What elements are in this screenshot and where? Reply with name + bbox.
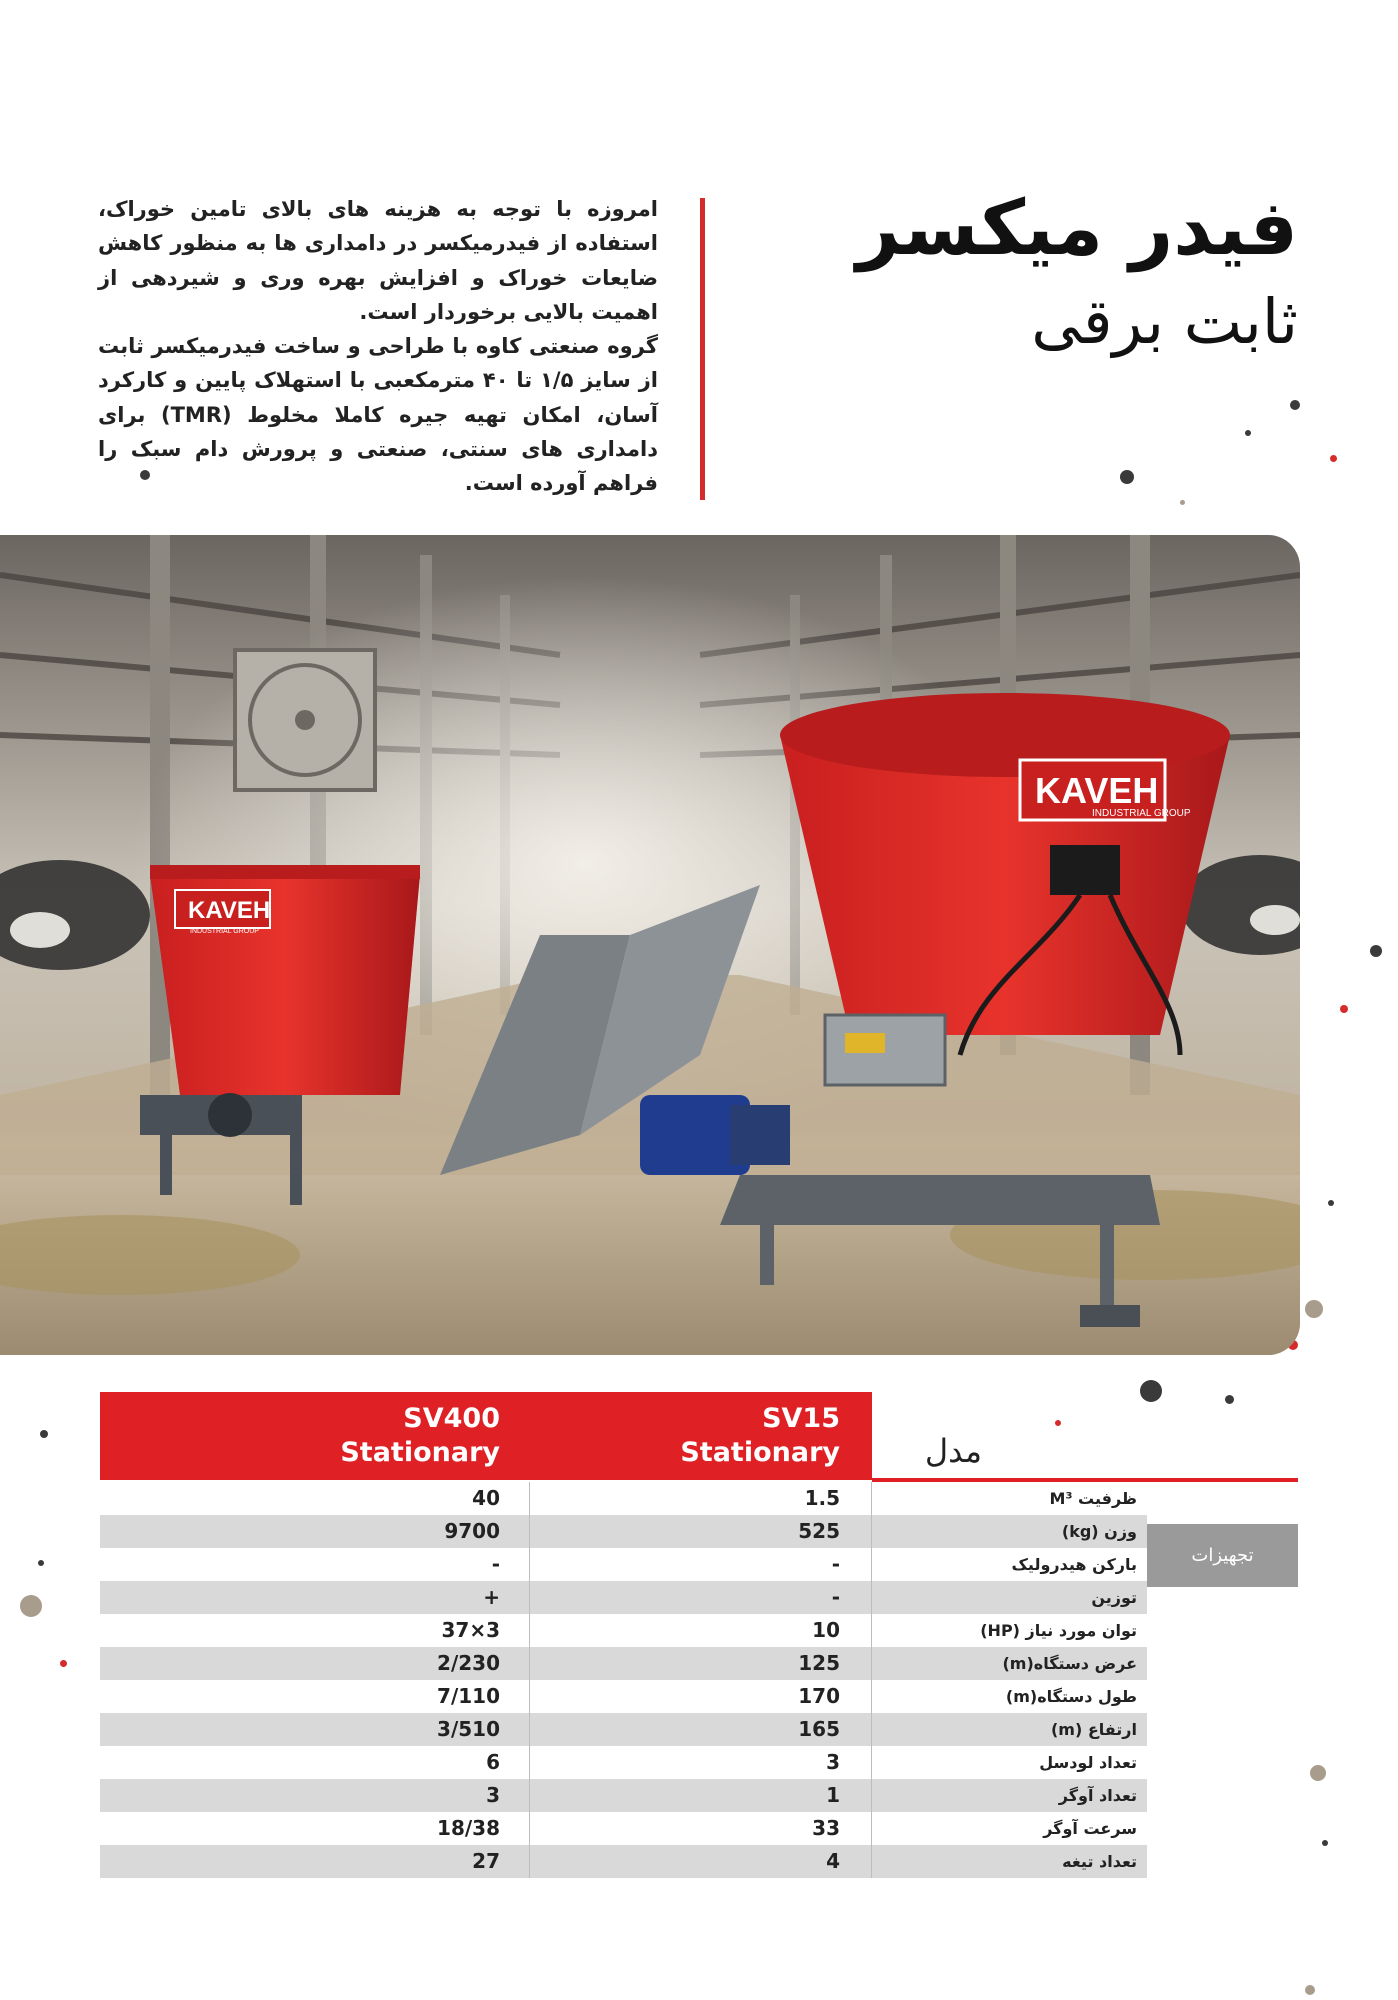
cell-sv400: 7/110 bbox=[437, 1684, 500, 1708]
table-row bbox=[100, 1581, 1147, 1614]
cell-sv400: 6 bbox=[486, 1750, 500, 1774]
row-label: وزن (kg) bbox=[1061, 1522, 1137, 1541]
cell-sv400: 18/38 bbox=[437, 1816, 500, 1840]
intro-paragraph-1: امروزه با توجه به هزینه های بالای تامین خوراک، استفاده از فیدرمیکسر در دامداری ها به منظور کاهش ضایعات خوراک و افزایش بهره وری و شیردهی از اهمیت بالایی برخوردار است. bbox=[98, 197, 658, 324]
row-label: سرعت آوگر bbox=[1043, 1819, 1137, 1838]
cell-sv15: 4 bbox=[826, 1849, 840, 1873]
row-label: طول دستگاه(m) bbox=[1005, 1687, 1137, 1706]
cell-sv400: 2/230 bbox=[437, 1651, 500, 1675]
cell-sv15: 525 bbox=[798, 1519, 840, 1543]
row-label: توزین bbox=[1091, 1588, 1137, 1607]
table-row bbox=[100, 1812, 1147, 1845]
row-label: بارکن هیدرولیک bbox=[1011, 1555, 1137, 1574]
table-row bbox=[100, 1713, 1147, 1746]
title-block bbox=[718, 183, 1298, 358]
cell-sv400: 27 bbox=[472, 1849, 500, 1873]
table-row bbox=[100, 1647, 1147, 1680]
table-row bbox=[100, 1548, 1147, 1581]
equipment-tab: تجهیزات bbox=[1147, 1524, 1298, 1587]
cell-sv15: 1.5 bbox=[804, 1486, 840, 1510]
fan-icon bbox=[235, 650, 375, 790]
table-row bbox=[100, 1515, 1147, 1548]
model-header-sv400: SV400 Stationary bbox=[340, 1403, 500, 1468]
brand-logo-small: KAVEH bbox=[188, 897, 271, 924]
table-row bbox=[100, 1614, 1147, 1647]
page-subtitle: ثابت برقی bbox=[1031, 285, 1298, 358]
cell-sv400: + bbox=[483, 1585, 500, 1609]
cell-sv15: 170 bbox=[798, 1684, 840, 1708]
cell-sv15: - bbox=[831, 1552, 840, 1576]
cell-sv400: - bbox=[491, 1552, 500, 1576]
cell-sv400: 9700 bbox=[444, 1519, 500, 1543]
row-label: ظرفیت M³ bbox=[1049, 1489, 1137, 1508]
row-label: تعداد لودسل bbox=[1039, 1753, 1137, 1772]
table-row bbox=[100, 1845, 1147, 1878]
table-header bbox=[100, 1392, 872, 1480]
cell-sv400: 37×3 bbox=[441, 1618, 500, 1642]
table-row bbox=[100, 1680, 1147, 1713]
cell-sv15: 125 bbox=[798, 1651, 840, 1675]
brand-logo-large-sub: INDUSTRIAL GROUP bbox=[1092, 808, 1191, 819]
cell-sv400: 3 bbox=[486, 1783, 500, 1807]
row-label: تعداد آوگر bbox=[1058, 1786, 1137, 1805]
intro-paragraph-2: گروه صنعتی کاوه با طراحی و ساخت فیدرمیکسر ثابت از سایز ۱/۵ تا ۴۰ مترمکعبی با استهلاک پایین و کارکرد آسان، امکان تهیه جیره کاملا مخلوط (TMR) برای دامداری های سنتی، صنعتی و پرورش دام سبک را فراهم آورده است. bbox=[98, 334, 658, 496]
cell-sv15: 3 bbox=[826, 1750, 840, 1774]
header-divider bbox=[700, 198, 705, 500]
row-label: توان مورد نیاز (HP) bbox=[980, 1621, 1137, 1640]
model-header-sv15: SV15 Stationary bbox=[680, 1403, 840, 1468]
row-label: عرض دستگاه(m) bbox=[1002, 1654, 1137, 1673]
cell-sv15: 10 bbox=[812, 1618, 840, 1642]
table-row bbox=[100, 1779, 1147, 1812]
spec-table bbox=[100, 1482, 1147, 1878]
barn-scene bbox=[0, 535, 1300, 1355]
cell-sv15: 1 bbox=[826, 1783, 840, 1807]
cell-sv15: 33 bbox=[812, 1816, 840, 1840]
table-row bbox=[100, 1482, 1147, 1515]
cell-sv15: - bbox=[831, 1585, 840, 1609]
model-label: مدل bbox=[924, 1432, 982, 1470]
product-photo bbox=[0, 535, 1300, 1355]
page-title: فیدر میکسر bbox=[856, 183, 1298, 272]
cell-sv400: 40 bbox=[472, 1486, 500, 1510]
brand-logo-large: KAVEH bbox=[1035, 770, 1159, 811]
row-label: ارتفاع (m) bbox=[1050, 1720, 1137, 1739]
intro-text bbox=[98, 192, 658, 501]
table-row bbox=[100, 1746, 1147, 1779]
cell-sv400: 3/510 bbox=[437, 1717, 500, 1741]
cell-sv15: 165 bbox=[798, 1717, 840, 1741]
row-label: تعداد تیغه bbox=[1062, 1852, 1137, 1871]
brand-logo-small-sub: INDUSTRIAL GROUP bbox=[190, 928, 259, 935]
